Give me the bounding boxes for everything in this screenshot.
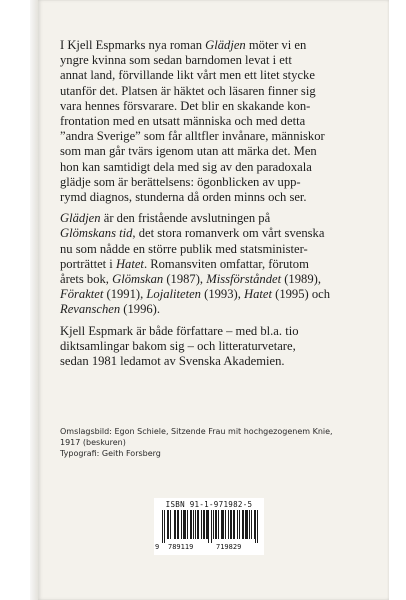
typography-credit: Typografi: Geith Forsberg — [60, 449, 161, 459]
blurb-line: årets bok, Glömskan (1987), Missförståndet (1989), — [60, 272, 321, 287]
blurb-line: yngre kvinna som sedan barndomen levat i ett — [60, 53, 292, 68]
ean-digits-left: 789119 — [168, 543, 194, 551]
barcode-bars — [162, 510, 258, 543]
blurb-line: vara hennes försvarare. Det blir en skakande kon- — [60, 98, 311, 113]
blurb-line: rymd diagnos, stunderna då orden minns och ser. — [60, 190, 307, 205]
cover-image-credit-cont: 1917 (beskuren) — [60, 438, 126, 448]
blurb-paragraph-2 — [60, 211, 376, 317]
blurb-line: hon kan samtidigt dela med sig av den paradoxala — [60, 159, 312, 174]
blurb-line: glädje som är berättelsens: ögonblicken av upp- — [60, 174, 301, 189]
blurb-line: sedan 1981 ledamot av Svenska Akademien. — [60, 354, 285, 369]
book-spine-edge — [30, 0, 38, 600]
blurb-line: utanför det. Platsen är häktet och läsaren finner sig — [60, 83, 316, 98]
isbn-barcode — [154, 498, 264, 555]
ean-digits-right: 719829 — [216, 543, 242, 551]
blurb-line: frontation med en utsatt människa och med detta — [60, 114, 306, 129]
blurb-line: Kjell Espmark är både författare – med bl.a. tio — [60, 323, 299, 338]
blurb-line: I Kjell Espmarks nya roman Glädjen möter vi en — [60, 38, 307, 52]
ean-digits — [154, 543, 264, 553]
cover-credits — [60, 426, 380, 460]
isbn-number: ISBN 91-1-971982-5 — [165, 500, 253, 509]
blurb-paragraph-3 — [60, 324, 376, 370]
blurb-line: Glömskans tid, det stora romanverk om vårt svenska — [60, 226, 325, 241]
cover-image-credit: Omslagsbild: Egon Schiele, Sitzende Frau mit hochgezogenem Knie, — [60, 427, 333, 436]
blurb-line: som man går tvärs igenom utan att märka det. Men — [60, 144, 317, 159]
back-cover-blurb — [60, 38, 376, 375]
blurb-line: Glädjen är den fristående avslutningen på — [60, 211, 271, 226]
blurb-line: Föraktet (1991), Lojaliteten (1993), Hatet (1995) och — [60, 287, 331, 302]
blurb-line: porträttet i Hatet. Romansviten omfattar, förutom — [60, 256, 309, 271]
blurb-line: Revanschen (1996). — [60, 302, 161, 317]
blurb-line: ”andra Sverige” som får alltfler invånare, människor — [60, 129, 325, 144]
ean-digit-lead: 9 — [155, 543, 160, 551]
blurb-line: diktsamlingar bakom sig – och litteraturvetare, — [60, 338, 296, 353]
blurb-line: nu som nådde en större publik med statsminister- — [60, 241, 308, 256]
blurb-line: annat land, förvillande likt vårt men ett litet stycke — [60, 68, 315, 83]
blurb-paragraph-1 — [60, 38, 376, 205]
